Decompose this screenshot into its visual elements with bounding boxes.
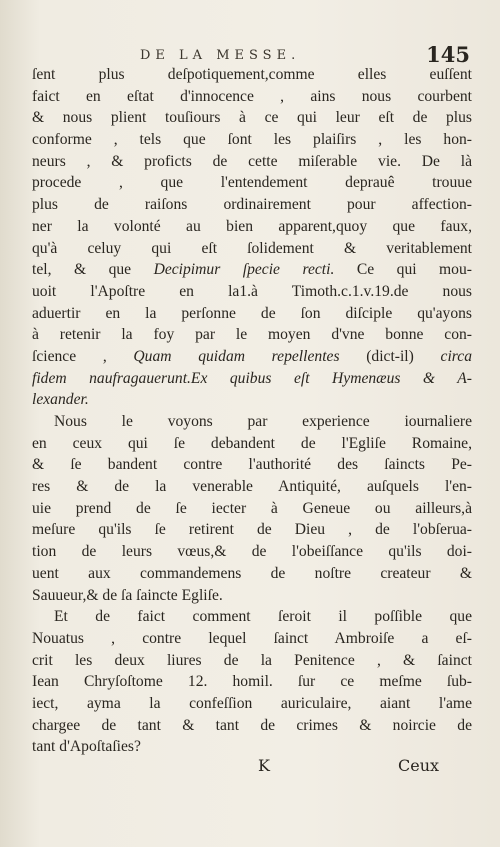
text-line: tion de leurs vœus,& de l'obeiſſance qu'ils doi- [32,543,472,561]
text-line: ner la volonté au bien apparent,quoy que faux, [32,217,472,235]
body-text [32,64,472,758]
catchword: Ceux [398,756,440,775]
latin-quote: Quam quidam repellentes [133,347,340,365]
page-number: 145 [426,42,470,67]
text-line: qu'à celuy qui eſt ſolidement & veritablement [32,239,472,257]
text-line: Nous le voyons par experience iournaliere [54,413,472,430]
running-head: DE LA MESSE. [140,48,301,63]
text-run: (dict-il) [366,347,414,365]
text-line: uie prend de ſe iecter à Geneue ou ailleurs,à [32,499,472,517]
latin-quote-line: fidem naufragauerunt.Ex quibus eſt Hymenæus & A- [32,369,472,387]
text-line: faict en eſtat d'innocence , ains nous courbent [32,87,472,105]
latin-quote: circa [440,347,472,365]
latin-quote: Decipimur ſpecie recti. [153,261,335,279]
text-line: & ſe bandent contre l'authorité des ſaincts Pe- [32,456,472,474]
text-line: Sauueur,& de ſa ſaincte Egliſe. [32,586,223,604]
text-line: à retenir la foy par le moyen d'vne bonne con- [32,326,472,344]
text-run: Ce qui mou- [356,261,472,279]
latin-quote-line: lexander. [32,391,89,409]
text-line: res & de la venerable Antiquité, auſquels l'en- [32,478,472,496]
page-footer [0,756,500,780]
text-line: plus de raiſons ordinairement pour affection- [32,196,472,214]
page-header [140,44,470,66]
text-line: & nous plient touſiours à ce qui leur eſt de plus [32,109,472,127]
text-line: iect, ayma la confeſſion auriculaire, aiant l'ame [32,694,472,712]
text-line: Nouatus , contre lequel ſainct Ambroiſe a eſ- [32,629,472,647]
text-line: uent aux commandemens de noſtre createur & [32,564,472,582]
text-line: tant d'Apoſtaſies? [32,738,141,756]
text-line: neurs , & proficts de cette miſerable vie. De là [32,152,472,170]
text-line: conforme , tels que ſont les plaiſirs , les hon- [32,131,472,149]
signature-mark: K [258,756,270,775]
text-line: chargee de tant & tant de crimes & noircie de [32,716,472,734]
text-run: ſcience , [32,347,107,365]
text-line: Iean Chryſoſtome 12. homil. ſur ce meſme ſub- [32,673,472,691]
text-line: procede , que l'entendement deprauê trouue [32,174,472,192]
text-line: Et de faict comment ſeroit il poſſible que [54,608,472,626]
text-line [32,259,472,281]
text-line: uoit l'Apoſtre en la1.à Timoth.c.1.v.19.de nous [32,282,472,300]
text-run: tel, & que [32,261,132,279]
text-line: crit les deux liures de la Penitence , & ſainct [32,651,472,669]
text-line: ſent plus deſpotiquement,comme elles euſſent [32,66,472,83]
text-line: aduertir en la perſonne de ſon diſciple qu'ayons [32,304,472,322]
text-line [32,346,472,368]
text-line: en ceux qui ſe debandent de l'Egliſe Romaine, [32,434,472,452]
text-line: meſure qu'ils ſe retirent de Dieu , de l'obſerua- [32,521,472,539]
